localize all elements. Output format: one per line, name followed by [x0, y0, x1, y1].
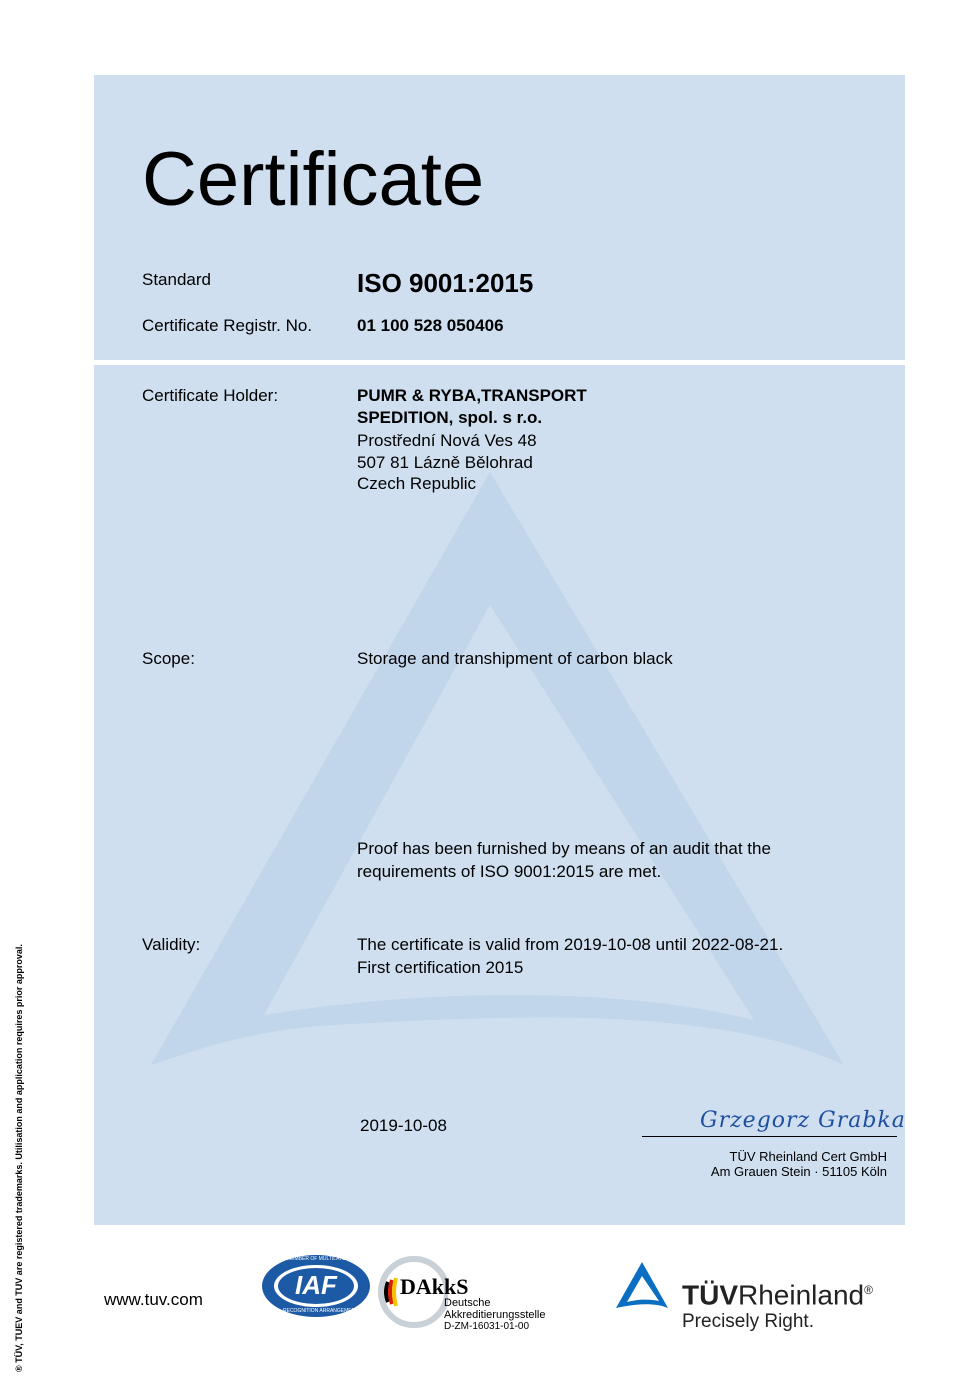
signature-line: [642, 1136, 897, 1137]
holder-label: Certificate Holder:: [142, 386, 279, 405]
standard-value: ISO 9001:2015: [357, 268, 534, 298]
holder-address-line2: 507 81 Lázně Bělohrad: [357, 453, 533, 472]
website-link[interactable]: www.tuv.com: [104, 1290, 203, 1309]
registration-value: 01 100 528 050406: [357, 316, 504, 335]
proof-line2: requirements of ISO 9001:2015 are met.: [357, 862, 662, 881]
page-title: Certificate: [142, 137, 485, 222]
holder-name-line2: SPEDITION, spol. s r.o.: [357, 408, 543, 427]
holder-country: Czech Republic: [357, 474, 477, 493]
trademark-note: ® TÜV, TUEV and TUV are registered trademarks. Utilisation and application requires prior approval.: [14, 944, 24, 1372]
dakks-logo: [378, 1252, 548, 1336]
validity-line2: First certification 2015: [357, 958, 524, 977]
holder-address-line1: Prostřední Nová Ves 48: [357, 431, 537, 450]
iaf-logo: [261, 1254, 371, 1318]
proof-line1: Proof has been furnished by means of an audit that the: [357, 839, 771, 858]
holder-name-line1: PUMR & RYBA,TRANSPORT: [357, 386, 587, 405]
issue-date: 2019-10-08: [360, 1116, 447, 1135]
scope-label: Scope:: [142, 649, 195, 668]
standard-label: Standard: [142, 270, 211, 289]
validity-line1: The certificate is valid from 2019-10-08 until 2022-08-21.: [357, 935, 784, 954]
tuv-brand: [682, 1274, 873, 1311]
registration-label: Certificate Registr. No.: [142, 316, 313, 335]
tuv-registered: ®: [864, 1283, 873, 1297]
tuv-triangle-icon: [614, 1260, 670, 1312]
tuv-triangle-watermark: [94, 365, 905, 1225]
iaf-ring-bottom: RECOGNITION ARRANGEMENT: [283, 1308, 359, 1314]
signature: Grzegorz Grabka: [700, 1108, 906, 1133]
dakks-line2: Akkreditierungsstelle: [444, 1309, 546, 1321]
tuv-brand-bold: TÜV: [682, 1279, 738, 1311]
dakks-line1: Deutsche: [444, 1297, 491, 1309]
scope-value: Storage and transhipment of carbon black: [357, 649, 673, 668]
iaf-text: IAF: [295, 1270, 337, 1300]
validity-label: Validity:: [142, 935, 201, 954]
issuer-name: TÜV Rheinland Cert GmbH: [729, 1149, 887, 1164]
issuer-address: Am Grauen Stein · 51105 Köln: [710, 1164, 887, 1179]
dakks-name: DAkkS: [400, 1274, 469, 1299]
iaf-ring-top: MEMBER OF MULTILATERAL: [287, 1256, 356, 1262]
dakks-line3: D-ZM-16031-01-00: [444, 1321, 530, 1332]
tuv-slogan: Precisely Right.: [682, 1311, 814, 1332]
tuv-brand-light: Rheinland: [738, 1279, 865, 1311]
